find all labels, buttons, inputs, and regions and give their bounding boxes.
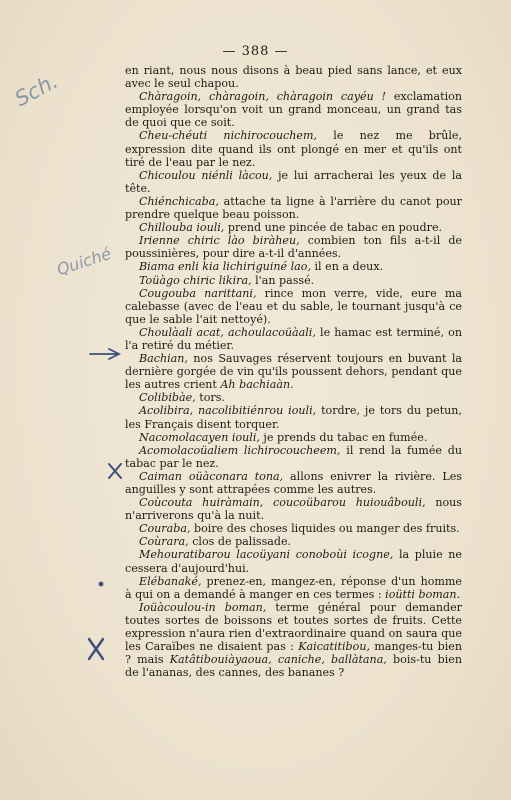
entry-term: Chàragoin, chàragoin, chàragoin cayéu ! — [139, 90, 386, 104]
entry-term: Elébanaké, — [139, 574, 202, 588]
entry-text: clos de palissade. — [188, 535, 292, 549]
paragraph — [125, 548, 462, 574]
entry-text: la pluie ne cessera d'aujourd'hui. — [125, 548, 462, 575]
margin-annotation-top: Sch. — [10, 68, 62, 112]
entry-term: Acolibira, nacolibitiénrou iouli, — [139, 404, 317, 418]
entry-text: combien ton fils a-t-il de poussinières, pour dire a-t-il d'années. — [125, 234, 462, 261]
paragraph — [125, 129, 462, 168]
paragraph — [125, 522, 462, 535]
entry-text: . — [290, 378, 294, 392]
entry-term: Kaicatitibou, — [298, 640, 370, 654]
paragraph — [125, 260, 462, 273]
entry-text: exclamation employée lorsqu'on voit un grand monceau, un grand tas de quoi que ce soit. — [125, 90, 462, 130]
paragraph — [125, 601, 462, 680]
entry-term: Ioüàcoulou-in boman, — [139, 600, 267, 614]
entry-text: je lui arracherai les yeux de la tête. — [125, 168, 462, 195]
entry-term: Toüàgo chiric likira, — [139, 273, 252, 287]
paragraph — [125, 221, 462, 234]
entry-text: en riant, nous nous disons à beau pied sans lance, et eux avec le seul chapou. — [125, 64, 462, 91]
entry-term: Nacomolacayen iouli, — [139, 430, 260, 444]
paragraph — [125, 352, 462, 391]
margin-annotation-middle: Quiché — [54, 243, 114, 280]
paragraph — [125, 404, 462, 430]
entry-term: Chiénchicaba, — [139, 194, 219, 208]
entry-term: Bachian, — [139, 352, 188, 366]
entry-term: Coùcouta huiràmain, coucoübarou huiouâbouli, — [139, 496, 426, 510]
paragraph — [125, 274, 462, 287]
entry-term: Katâtibouiàyaoua, caniche, ballàtana, — [169, 653, 387, 667]
page-number: — 388 — — [222, 44, 289, 59]
entry-text: rince mon verre, vide, eure ma calebasse (avec de l'eau et du sable, le tournant jusqu'à ce que le sable l'ait nettoyé). — [125, 286, 462, 326]
entry-term: Colibibàe, — [139, 391, 196, 405]
entry-text: boire des choses liquides ou manger des fruits. — [190, 522, 460, 536]
paragraph — [125, 234, 462, 260]
entry-term: Ah bachiaàn — [220, 378, 291, 392]
entry-text: terme général pour demander toutes sortes de boissons et toutes sortes de fruits. Cette expression n'aura rien d'extraordinaire quand on saura que les Caraïbes ne disaient pas : — [125, 600, 462, 654]
entry-text: bois-tu bien de l'ananas, des cannes, des bananes ? — [125, 653, 462, 680]
paragraph — [125, 444, 462, 470]
entry-text: le hamac est terminé, on l'a retiré du métier. — [125, 325, 462, 352]
entry-term: Biama enli kia lichiriguiné lao, — [139, 260, 311, 274]
entry-term: Coùrara, — [139, 535, 189, 549]
entry-text: manges-tu bien ? mais — [125, 640, 463, 667]
entry-term: Chillouba iouli, — [139, 221, 225, 235]
entry-text: il en a deux. — [310, 260, 384, 274]
entry-text: prend une pincée de tabac en poudre. — [224, 221, 443, 235]
paragraph — [125, 535, 462, 548]
entry-term: Irienne chiric lào biràheu, — [139, 234, 300, 248]
entry-term: Couraba, — [139, 522, 191, 536]
paragraph — [125, 391, 462, 404]
paragraph — [125, 326, 462, 352]
paragraph — [125, 195, 462, 221]
entry-text: nos Sauvages réservent toujours en buvant la dernière gorgée de vin qu'ils poussent dehors, pendant que les autres crient — [125, 352, 462, 392]
entry-text: tors. — [195, 391, 225, 405]
entry-term: Cougouba narittani, — [139, 286, 257, 300]
entry-term: Chicoulou niénli làcou, — [139, 168, 273, 182]
paragraph — [125, 575, 462, 601]
margin-arrow-icon — [88, 347, 122, 361]
margin-x-mark-icon — [106, 461, 124, 481]
entry-term: Choulàali acat, achoulacoüàali, — [139, 325, 316, 339]
entry-text: je prends du tabac en fumée. — [259, 430, 428, 444]
paragraph — [125, 431, 462, 444]
entry-term: Mehouratibarou lacoüyani conoboùi icogne, — [139, 548, 394, 562]
body-text — [125, 64, 462, 679]
entry-text: il rend la fumée du tabac par le nez. — [125, 443, 463, 470]
margin-x-mark-icon — [85, 636, 107, 662]
paragraph — [125, 470, 462, 496]
entry-text: l'an passé. — [251, 273, 315, 287]
paragraph — [125, 496, 462, 522]
paragraph — [125, 64, 462, 90]
entry-text: le nez me brûle, expression dite quand ils ont plongé en mer et qu'ils ont tiré de l'eau par le nez. — [125, 129, 462, 169]
entry-text: prenez-en, mangez-en, réponse d'un homme à qui on a demandé à manger en ces termes : — [125, 574, 462, 601]
margin-dot-icon — [97, 580, 105, 588]
entry-term: ioütti boman — [385, 587, 457, 601]
paragraph — [125, 169, 462, 195]
entry-term: Cheu-chéuti nichirocouchem, — [139, 129, 318, 143]
entry-text: tordre, je tors du petun, les Français disent torquer. — [125, 404, 462, 431]
entry-text: . — [456, 587, 461, 601]
entry-term: Caiman oüàconara tona, — [139, 469, 284, 483]
paragraph — [125, 90, 462, 129]
entry-term: Acomolacoüaliem lichirocoucheem, — [139, 443, 341, 457]
entry-text: nous n'arriverons qu'à la nuit. — [125, 496, 462, 523]
entry-text: attache ta ligne à l'arrière du canot pour prendre quelque beau poisson. — [125, 194, 462, 222]
entry-text: allons enivrer la rivière. Les anguilles y sont attrapées comme les autres. — [125, 469, 462, 496]
paragraph — [125, 287, 462, 326]
